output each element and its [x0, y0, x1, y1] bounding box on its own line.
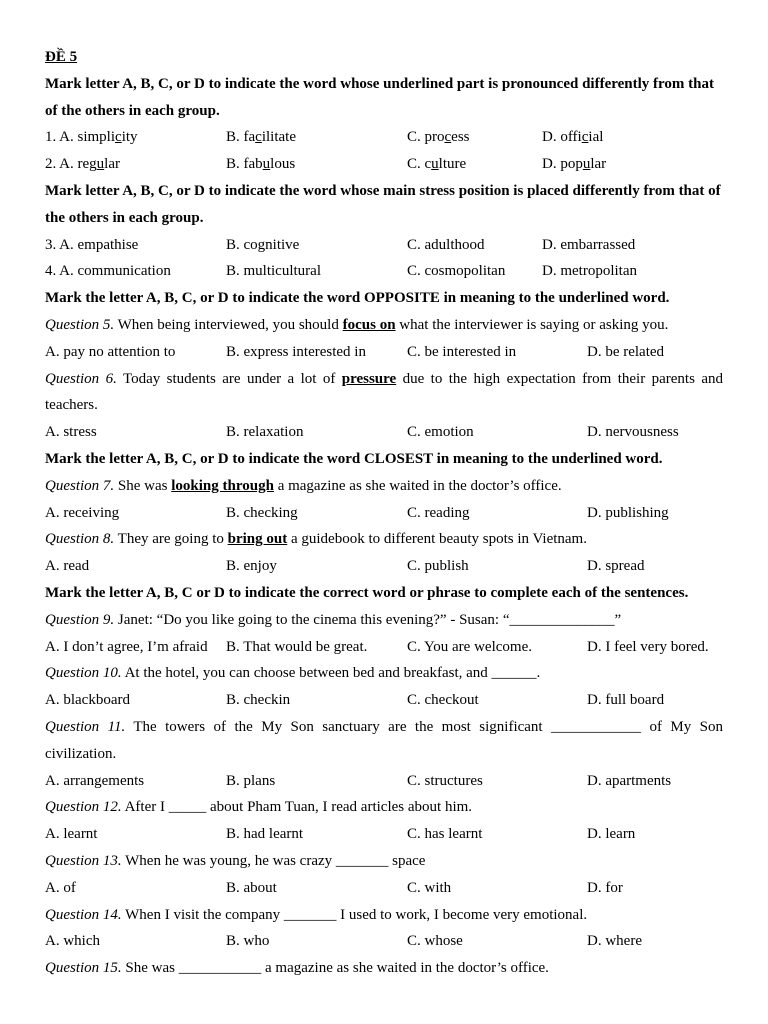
q10-option-c: C. checkout [407, 692, 479, 709]
q12-option-a: A. learnt [45, 826, 98, 843]
question-13-options [45, 875, 723, 902]
q5-option-c: C. be interested in [407, 343, 517, 360]
q10-option-a: A. blackboard [45, 692, 130, 709]
q13-option-d: D. for [587, 879, 623, 896]
question-8-stem: Question 8. They are going to bring out a guidebook to different beauty spots in Vietnam. [45, 531, 587, 548]
q6-option-b: B. relaxation [226, 424, 304, 441]
q11-option-d: D. apartments [587, 772, 672, 789]
q4-option-d: D. metropolitan [542, 263, 637, 280]
question-6-stem: Question 6. Today students are under a lot of pressure due to the high expectation from their parents and teachers. [45, 370, 723, 414]
q1-option-d: D. official [542, 129, 604, 146]
q8-keyword: bring out [227, 531, 288, 548]
q7-option-a: A. receiving [45, 504, 120, 521]
q10-option-d: D. full board [587, 692, 665, 709]
exam-page [45, 44, 723, 982]
question-13-label: Question 13. [45, 852, 122, 869]
q5-option-d: D. be related [587, 343, 665, 360]
q8-option-b: B. enjoy [226, 558, 277, 575]
question-13-stem: Question 13. When he was young, he was crazy _______ space [45, 852, 426, 869]
q8-option-c: C. publish [407, 558, 469, 575]
q4-option-a: 4. A. communication [45, 263, 171, 280]
q14-option-d: D. where [587, 933, 642, 950]
section-2-instruction: Mark letter A, B, C, or D to indicate the word whose main stress position is placed differently from that of the others in each group. [45, 182, 721, 226]
question-7-stem: Question 7. She was looking through a magazine as she waited in the doctor’s office. [45, 477, 562, 494]
q14-option-c: C. whose [407, 933, 463, 950]
q12-option-b: B. had learnt [226, 826, 304, 843]
q5-option-b: B. express interested in [226, 343, 366, 360]
q8-option-a: A. read [45, 558, 90, 575]
question-15-stem: Question 15. She was ___________ a magazine as she waited in the doctor’s office. [45, 960, 549, 977]
q12-option-d: D. learn [587, 826, 636, 843]
question-12-label: Question 12. [45, 799, 122, 816]
question-14-label: Question 14. [45, 906, 122, 923]
q9-option-b: B. That would be great. [226, 638, 368, 655]
question-14-options [45, 928, 723, 955]
q1-option-c: C. process [407, 129, 470, 146]
question-7-options [45, 500, 723, 527]
q2-option-c: C. culture [407, 156, 467, 173]
q13-option-c: C. with [407, 879, 452, 896]
q2-option-d: D. popular [542, 156, 607, 173]
q11-option-c: C. structures [407, 772, 483, 789]
q14-option-a: A. which [45, 933, 100, 950]
section-5-instruction: Mark the letter A, B, C or D to indicate the correct word or phrase to complete each of the sentences. [45, 584, 689, 601]
question-5-stem: Question 5. When being interviewed, you should focus on what the interviewer is saying or asking you. [45, 316, 669, 333]
q6-keyword: pressure [341, 370, 397, 387]
question-5-options [45, 339, 723, 366]
question-3-options [45, 232, 723, 259]
q3-option-a: 3. A. empathise [45, 236, 139, 253]
q3-option-b: B. cognitive [226, 236, 300, 253]
q4-option-b: B. multicultural [226, 263, 321, 280]
question-11-options [45, 768, 723, 795]
q3-option-d: D. embarrassed [542, 236, 636, 253]
question-7-label: Question 7. [45, 477, 115, 494]
q13-option-a: A. of [45, 879, 76, 896]
q2-option-b: B. fabulous [226, 156, 296, 173]
question-10-options [45, 687, 723, 714]
q7-option-b: B. checking [226, 504, 298, 521]
q6-option-a: A. stress [45, 424, 97, 441]
q12-option-c: C. has learnt [407, 826, 483, 843]
question-11-label: Question 11. [45, 718, 126, 735]
q7-option-c: C. reading [407, 504, 470, 521]
q6-option-c: C. emotion [407, 424, 474, 441]
q7-keyword: looking through [171, 477, 274, 494]
q2-option-a: 2. A. regular [45, 156, 120, 173]
question-10-label: Question 10. [45, 665, 122, 682]
question-1-options [45, 124, 723, 151]
q5-option-a: A. pay no attention to [45, 343, 176, 360]
exam-title: ĐỀ 5 [45, 49, 78, 65]
q14-option-b: B. who [226, 933, 270, 950]
question-9-label: Question 9. [45, 611, 115, 628]
q6-option-d: D. nervousness [587, 424, 679, 441]
q4-option-c: C. cosmopolitan [407, 263, 506, 280]
question-15-label: Question 15. [45, 960, 122, 977]
question-8-options [45, 553, 723, 580]
q8-option-d: D. spread [587, 558, 645, 575]
question-14-stem: Question 14. When I visit the company _______ I used to work, I become very emotional. [45, 906, 588, 923]
q5-keyword: focus on [342, 316, 396, 333]
q3-option-c: C. adulthood [407, 236, 485, 253]
section-1-instruction: Mark letter A, B, C, or D to indicate the word whose underlined part is pronounced differently from that of the others in each group. [45, 75, 715, 119]
question-11-stem: Question 11. The towers of the My Son sanctuary are the most significant ____________ of My Son civilization. [45, 718, 723, 762]
section-4-instruction: Mark the letter A, B, C, or D to indicate the word CLOSEST in meaning to the underlined word. [45, 450, 663, 467]
question-2-options [45, 151, 723, 178]
q9-option-a: A. I don’t agree, I’m afraid [45, 638, 208, 655]
question-6-label: Question 6. [45, 370, 117, 387]
section-3-instruction: Mark the letter A, B, C, or D to indicate the word OPPOSITE in meaning to the underlined word. [45, 290, 670, 307]
question-4-options [45, 258, 723, 285]
q9-option-c: C. You are welcome. [407, 638, 532, 655]
question-10-stem: Question 10. At the hotel, you can choose between bed and breakfast, and ______. [45, 665, 541, 682]
q10-option-b: B. checkin [226, 692, 291, 709]
question-8-label: Question 8. [45, 531, 115, 548]
q7-option-d: D. publishing [587, 504, 669, 521]
q1-option-a: 1. A. simplicity [45, 129, 138, 146]
question-12-stem: Question 12. After I _____ about Pham Tuan, I read articles about him. [45, 799, 473, 816]
q9-option-d: D. I feel very bored. [587, 638, 709, 655]
q11-option-b: B. plans [226, 772, 276, 789]
question-9-stem: Question 9. Janet: “Do you like going to the cinema this evening?” - Susan: “______________” [45, 611, 622, 628]
q1-option-b: B. facilitate [226, 129, 296, 146]
q11-option-a: A. arrangements [45, 772, 145, 789]
question-9-options [45, 634, 723, 661]
question-6-options [45, 419, 723, 446]
question-5-label: Question 5. [45, 316, 115, 333]
question-12-options [45, 821, 723, 848]
q13-option-b: B. about [226, 879, 277, 896]
